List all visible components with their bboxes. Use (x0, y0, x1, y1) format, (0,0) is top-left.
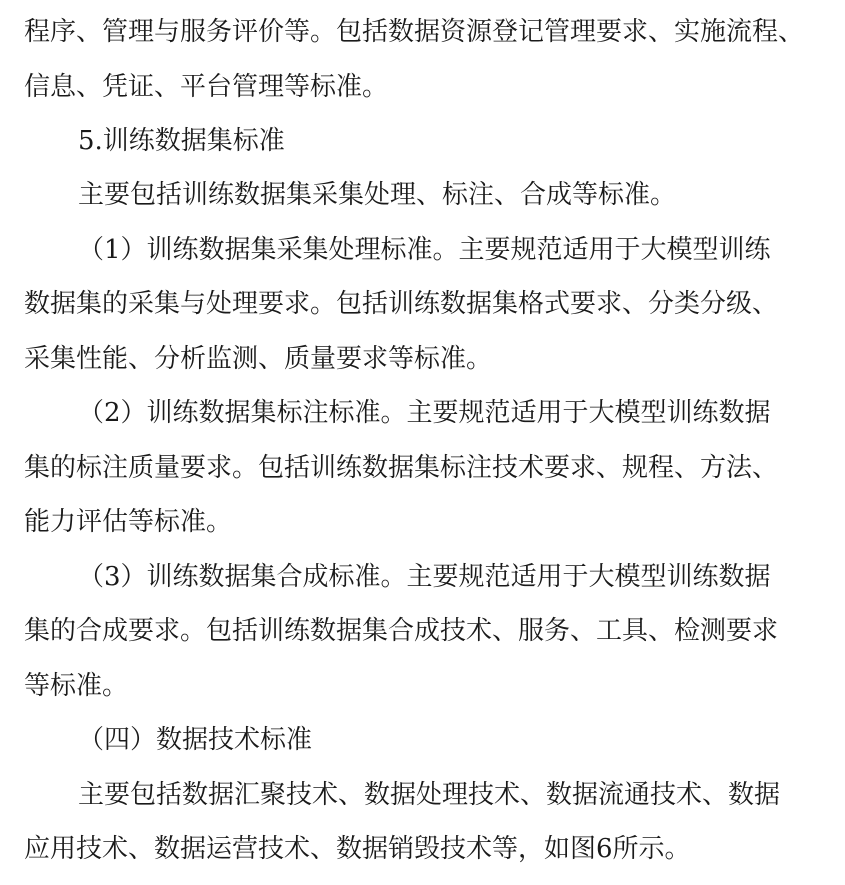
text-line: 集的合成要求。包括训练数据集合成技术、服务、工具、检测要求 (24, 616, 779, 646)
section-heading: （四）数据技术标准 (78, 725, 313, 755)
text-line: （2）训练数据集标注标准。主要规范适用于大模型训练数据 (78, 398, 771, 428)
text-line: 主要包括数据汇聚技术、数据处理技术、数据流通技术、数据 (78, 780, 781, 810)
text-line: 等标准。 (24, 671, 129, 701)
section-heading: 5.训练数据集标准 (78, 126, 285, 156)
text-line: （1）训练数据集采集处理标准。主要规范适用于大模型训练 (78, 235, 771, 265)
text-line: 采集性能、分析监测、质量要求等标准。 (24, 344, 493, 374)
text-line: 数据集的采集与处理要求。包括训练数据集格式要求、分类分级、 (24, 289, 779, 319)
text-line: 主要包括训练数据集采集处理、标注、合成等标准。 (78, 180, 677, 210)
text-line: 程序、管理与服务评价等。包括数据资源登记管理要求、实施流程、 (24, 17, 805, 47)
text-line: 应用技术、数据运营技术、数据销毁技术等，如图6所示。 (24, 834, 691, 864)
text-line: 集的标注质量要求。包括训练数据集标注技术要求、规程、方法、 (24, 453, 779, 483)
text-line: 能力评估等标准。 (24, 507, 233, 537)
text-line: 信息、凭证、平台管理等标准。 (24, 72, 389, 102)
text-line: （3）训练数据集合成标准。主要规范适用于大模型训练数据 (78, 562, 771, 592)
